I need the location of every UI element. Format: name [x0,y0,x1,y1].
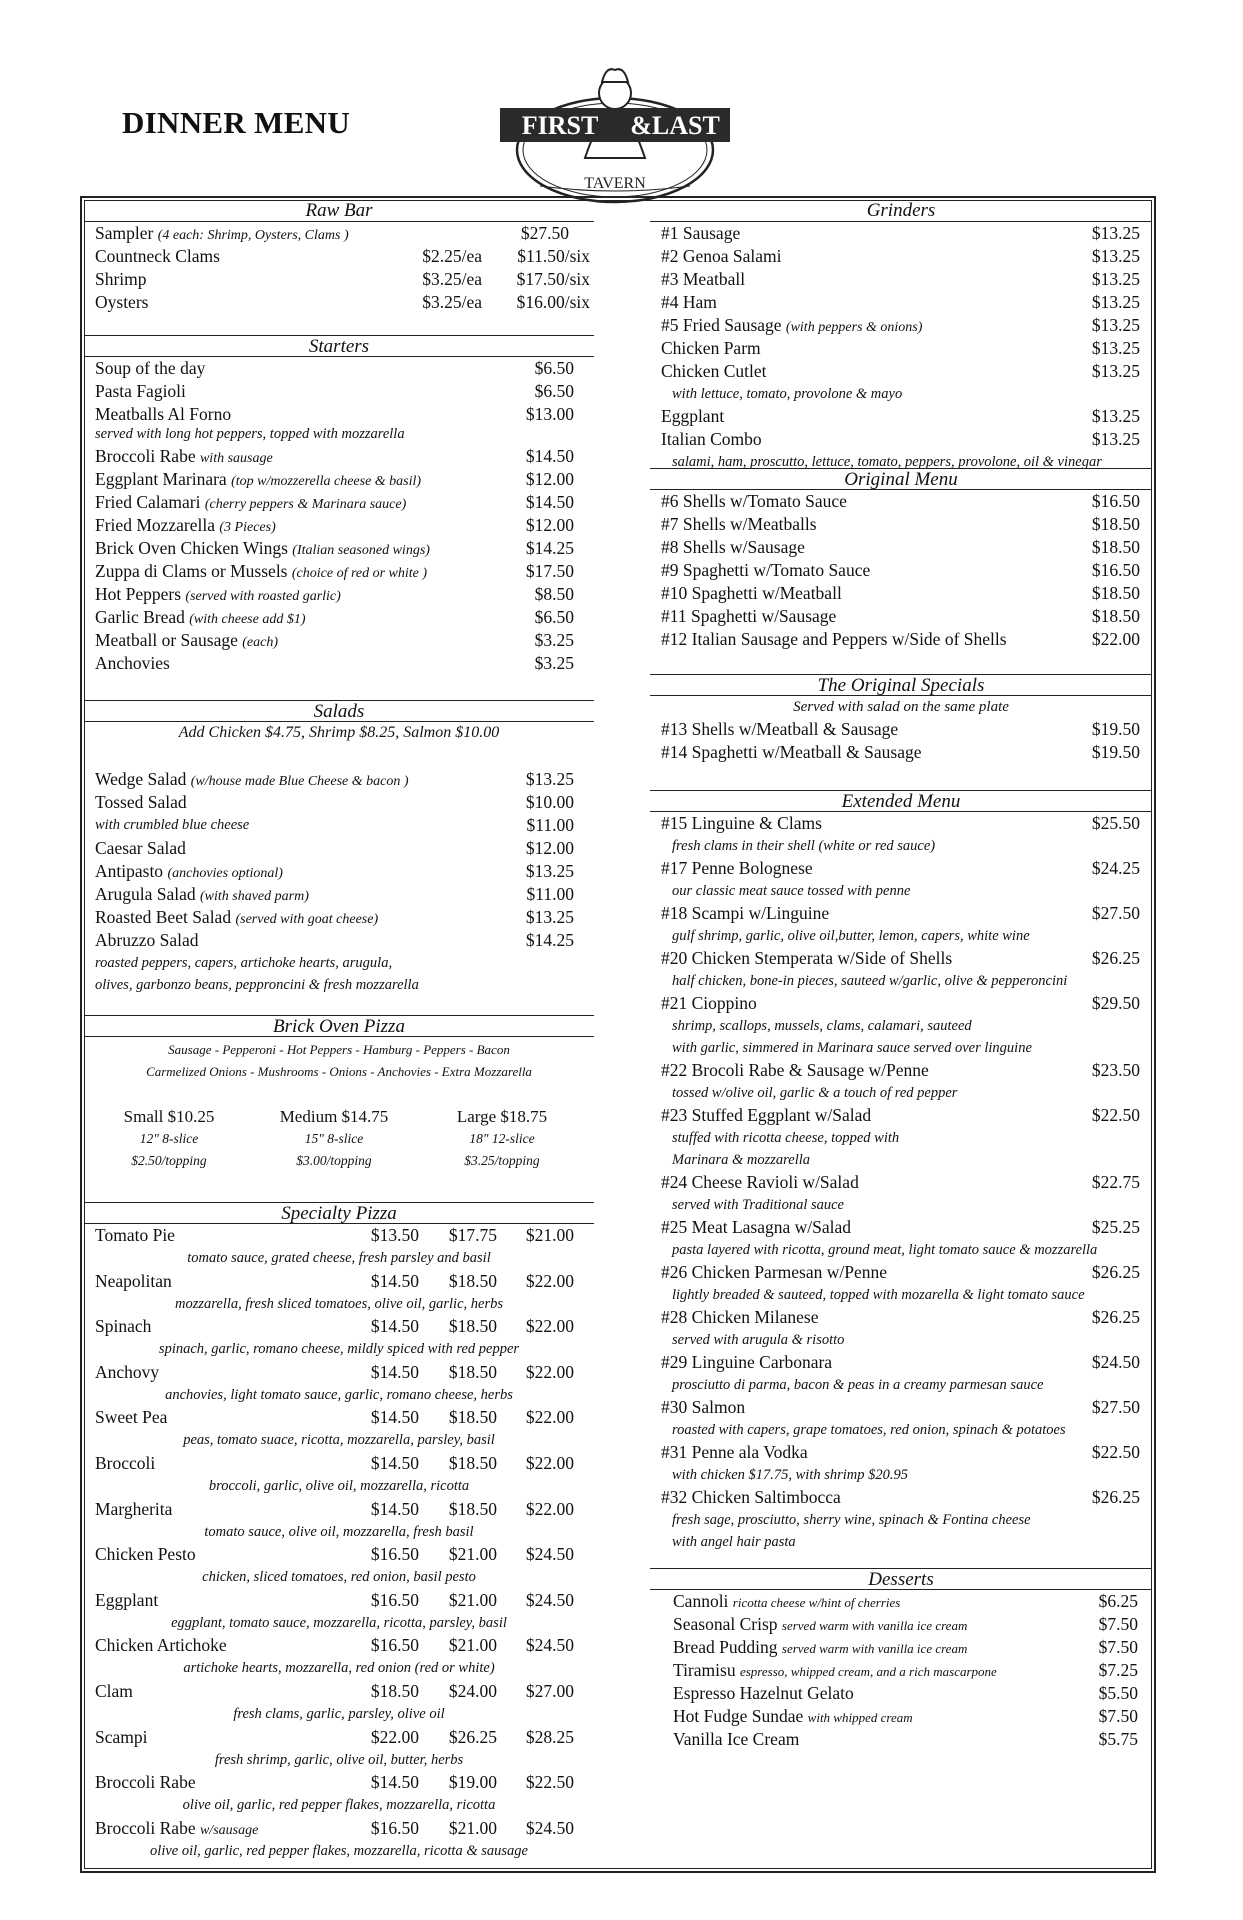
price-medium: $18.50 [448,1407,497,1428]
item-description: fresh clams, garlic, parsley, olive oil [233,1705,445,1722]
menu-item: Shrimp $3.25/ea $17.50/six [95,269,590,289]
menu-item: #7 Shells w/Meatballs $18.50 [661,514,1140,534]
price-medium: $26.25 [448,1726,497,1747]
menu-item: #26 Chicken Parmesan w/Penne $26.25 [661,1262,1140,1282]
menu-item: Fried Calamari (cherry peppers & Marinara sauce) $14.50 [95,492,574,512]
item-description: olive oil, garlic, red pepper flakes, mozzarella, ricotta [182,1797,496,1814]
menu-item: #4 Ham $13.25 [661,292,1140,312]
item-description: tomato sauce, grated cheese, fresh parsley and basil [187,1250,491,1266]
item-description: with lettuce, tomato, provolone & mayo [672,386,903,402]
dessert-item: Espresso Hazelnut Gelato $5.50 [673,1683,1138,1703]
price-large: $22.00 [525,1498,574,1519]
item-description: served with long hot peppers, topped with mozzarella [95,426,405,442]
menu-item: Hot Peppers (served with roasted garlic) $8.50 [95,584,574,604]
menu-item: Anchovies $3.25 [95,653,574,673]
menu-item: Chicken Parm $13.25 [661,338,1140,358]
price-medium: $18.50 [448,1498,497,1519]
item-description: salami, ham, proscutto, lettuce, tomato, peppers, provolone, oil & vinegar [672,454,1102,470]
menu-item: #30 Salmon $27.50 [661,1397,1140,1417]
pizza-item: Broccoli Rabe $14.50 $19.00 $22.50 [95,1772,574,1793]
item-description: lightly breaded & sauteed, topped with mozarella & light tomato sauce [672,1287,1085,1303]
dessert-item: Tiramisu espresso, whipped cream, and a rich mascarpone $7.25 [673,1660,1138,1680]
menu-item: #8 Shells w/Sausage $18.50 [661,537,1140,557]
desserts-section [650,1568,1152,1751]
item-description: our classic meat sauce tossed with penne [672,883,911,899]
price-medium: $19.00 [448,1772,497,1793]
pizza-item: Spinach $14.50 $18.50 $22.00 [95,1316,574,1337]
item-description: roasted with capers, grape tomatoes, red onion, spinach & potatoes [672,1422,1066,1438]
price-small: $16.50 [370,1817,419,1838]
price-small: $14.50 [370,1361,419,1382]
menu-item: #14 Spaghetti w/Meatball & Sausage $19.50 [661,742,1140,762]
item-description: Marinara & mozzarella [672,1152,811,1168]
pizza-item: Anchovy $14.50 $18.50 $22.00 [95,1361,574,1382]
price-large: $22.00 [525,1361,574,1382]
menu-item: #3 Meatball $13.25 [661,269,1140,289]
pizza-item: Tomato Pie $13.50 $17.75 $21.00 [95,1225,574,1245]
menu-item: #25 Meat Lasagna w/Salad $25.25 [661,1217,1140,1237]
item-description: fresh sage, prosciutto, sherry wine, spinach & Fontina cheese [672,1512,1031,1528]
price-small: $14.50 [370,1498,419,1519]
item-description: anchovies, light tomato sauce, garlic, romano cheese, herbs [165,1386,513,1403]
price-small: $14.50 [370,1452,419,1473]
raw-bar-heading: Raw Bar [84,200,594,222]
menu-item: Antipasto (anchovies optional) $13.25 [95,861,574,881]
toppings-list: Carmelized Onions - Mushrooms - Onions - Anchovies - Extra Mozzarella [146,1064,532,1079]
item-description: with angel hair pasta [672,1534,796,1550]
pizza-item: Broccoli Rabe w/sausage $16.50 $21.00 $24.50 [95,1817,574,1838]
price-large: $22.00 [525,1316,574,1337]
price-medium: $18.50 [448,1316,497,1337]
item-description: stuffed with ricotta cheese, topped with [672,1130,900,1146]
specialty-pizza-heading: Specialty Pizza [84,1202,594,1224]
svg-text:FIRST: FIRST [521,111,599,140]
price-medium: $24.00 [448,1680,497,1701]
raw-bar-section [84,200,594,314]
salads-section [84,700,594,996]
menu-item: Garlic Bread (with cheese add $1) $6.50 [95,607,574,627]
extended-menu-section [650,790,1152,1553]
price-small: $16.50 [370,1544,419,1565]
price-large: $22.00 [525,1452,574,1473]
menu-item: #20 Chicken Stemperata w/Side of Shells $26.25 [661,948,1140,968]
svg-text:TAVERN: TAVERN [584,175,646,192]
price-large: $22.00 [525,1407,574,1428]
menu-item: Oysters $3.25/ea $16.00/six [95,292,590,312]
dessert-item: Seasonal Crisp served warm with vanilla ice cream $7.50 [673,1614,1138,1634]
item-description: with chicken $17.75, with shrimp $20.95 [672,1467,909,1483]
menu-item: Soup of the day $6.50 [95,358,574,378]
price-small: $22.00 [370,1726,419,1747]
extended-menu-heading: Extended Menu [650,790,1152,812]
menu-item: Tossed Salad $10.00 [95,792,574,812]
item-description: with garlic, simmered in Marinara sauce served over linguine [672,1040,1032,1056]
menu-item: #5 Fried Sausage (with peppers & onions) $13.25 [661,315,1140,335]
pizza-item: Eggplant $16.50 $21.00 $24.50 [95,1589,574,1610]
specialty-pizza-section [84,1202,594,1862]
size-medium: Medium $14.75 [279,1107,389,1126]
menu-item: Wedge Salad (w/house made Blue Cheese & bacon ) $13.25 [95,769,574,789]
menu-item: Meatballs Al Forno $13.00 [95,404,574,424]
price-large: $24.50 [525,1544,574,1565]
menu-item: #9 Spaghetti w/Tomato Sauce $16.50 [661,560,1140,580]
price-small: $14.50 [370,1316,419,1337]
dessert-item: Bread Pudding served warm with vanilla ice cream $7.50 [673,1637,1138,1657]
price-medium: $21.00 [448,1817,497,1838]
original-menu-section [650,468,1152,651]
item-description: artichoke hearts, mozzarella, red onion (red or white) [183,1660,495,1677]
grinders-section [650,200,1152,473]
price-medium: $18.50 [448,1452,497,1473]
menu-item: #10 Spaghetti w/Meatball $18.50 [661,583,1140,603]
item-description: peas, tomato suace, ricotta, mozzarella, parsley, basil [183,1432,495,1449]
original-specials-section [650,674,1152,764]
item-description: fresh clams in their shell (white or red sauce) [672,838,936,854]
item-description: fresh shrimp, garlic, olive oil, butter, herbs [214,1751,464,1768]
dessert-item: Hot Fudge Sundae with whipped cream $7.50 [673,1706,1138,1726]
starters-section [84,335,594,675]
price-medium: $21.00 [448,1589,497,1610]
price-small: $14.50 [370,1270,419,1291]
price-small: $14.50 [370,1407,419,1428]
price-medium: $18.50 [448,1361,497,1382]
menu-item: Arugula Salad (with shaved parm) $11.00 [95,884,574,904]
price-large: $28.25 [525,1726,574,1747]
menu-item: Abruzzo Salad $14.25 [95,930,574,950]
pizza-slices: 12" 8-slice 15" 8-slice 18" 12-slice [139,1131,535,1146]
menu-item: Pasta Fagioli $6.50 [95,381,574,401]
menu-item: #21 Cioppino $29.50 [661,993,1140,1013]
price-large: $24.50 [525,1635,574,1656]
salads-addon: Add Chicken $4.75, Shrimp $8.25, Salmon $10.00 [178,724,500,741]
menu-item: #6 Shells w/Tomato Sauce $16.50 [661,491,1140,511]
menu-item: #2 Genoa Salami $13.25 [661,246,1140,266]
item-description: half chicken, bone-in pieces, sauteed w/garlic, olive & pepperoncini [672,973,1068,989]
menu-item: Brick Oven Chicken Wings (Italian seasoned wings) $14.25 [95,538,574,558]
menu-item: #22 Brocoli Rabe & Sausage w/Penne $23.50 [661,1060,1140,1080]
menu-item: #23 Stuffed Eggplant w/Salad $22.50 [661,1105,1140,1125]
item-description: olive oil, garlic, red pepper flakes, mozzarella, ricotta & sausage [150,1842,528,1859]
pizza-item: Neapolitan $14.50 $18.50 $22.00 [95,1270,574,1291]
item-description: spinach, garlic, romano cheese, mildly spiced with red pepper [158,1341,520,1358]
menu-item: #18 Scampi w/Linguine $27.50 [661,903,1140,923]
menu-item: Italian Combo $13.25 [661,429,1140,449]
menu-item: Eggplant $13.25 [661,406,1140,426]
menu-item: Roasted Beet Salad (served with goat cheese) $13.25 [95,907,574,927]
dessert-item: Cannoli ricotta cheese w/hint of cherries $6.25 [673,1591,1138,1611]
price-large: $24.50 [525,1817,574,1838]
menu-item: Sampler (4 each: Shrimp, Oysters, Clams ) $27.50 [95,223,569,243]
menu-item: Chicken Cutlet $13.25 [661,361,1140,381]
item-description: mozzarella, fresh sliced tomatoes, olive oil, garlic, herbs [175,1295,503,1312]
price-medium: $18.50 [448,1270,497,1291]
menu-item: Fried Mozzarella (3 Pieces) $12.00 [95,515,574,535]
page-title: DINNER MENU [122,105,351,140]
price-large: $24.50 [525,1589,574,1610]
menu-item: Zuppa di Clams or Mussels (choice of red or white ) $17.50 [95,561,574,581]
salads-heading: Salads [84,700,594,722]
original-menu-heading: Original Menu [650,468,1152,490]
pizza-item: Broccoli $14.50 $18.50 $22.00 [95,1452,574,1473]
menu-item: #1 Sausage $13.25 [661,223,1140,243]
menu-item: #29 Linguine Carbonara $24.50 [661,1352,1140,1372]
item-description: eggplant, tomato sauce, mozzarella, ricotta, parsley, basil [171,1614,507,1631]
menu-item: #11 Spaghetti w/Sausage $18.50 [661,606,1140,626]
pizza-topping-prices: $2.50/topping $3.00/topping $3.25/topping [131,1153,540,1168]
item-description: broccoli, garlic, olive oil, mozzarella, ricotta [208,1477,470,1494]
item-description: chicken, sliced tomatoes, red onion, basil pesto [202,1569,476,1586]
price-large: $22.50 [525,1772,574,1793]
price-small: $16.50 [370,1635,419,1656]
specials-subtitle: Served with salad on the same plate [793,699,1009,715]
menu-item: #32 Chicken Saltimbocca $26.25 [661,1487,1140,1507]
price-small: $13.50 [370,1225,419,1245]
pizza-item: Chicken Pesto $16.50 $21.00 $24.50 [95,1544,574,1565]
pizza-item: Margherita $14.50 $18.50 $22.00 [95,1498,574,1519]
pizza-item: Scampi $22.00 $26.25 $28.25 [95,1726,574,1747]
item-description: roasted peppers, capers, artichoke hearts, arugula, [95,955,393,971]
menu-item: with crumbled blue cheese $11.00 [95,815,574,835]
item-description: tomato sauce, olive oil, mozzarella, fresh basil [204,1523,474,1540]
original-specials-heading: The Original Specials [650,674,1152,696]
menu-item: Eggplant Marinara (top w/mozzerella cheese & basil) $12.00 [95,469,574,489]
menu-item: #31 Penne ala Vodka $22.50 [661,1442,1140,1462]
price-medium: $17.75 [448,1225,497,1245]
item-description: shrimp, scallops, mussels, clams, calamari, sauteed [672,1018,972,1034]
size-large: Large $18.75 [456,1107,548,1126]
menu-item: Countneck Clams $2.25/ea $11.50/six [95,246,590,266]
menu-item: #15 Linguine & Clams $25.50 [661,813,1140,833]
price-medium: $21.00 [448,1635,497,1656]
price-large: $22.00 [525,1270,574,1291]
item-description: pasta layered with ricotta, ground meat, light tomato sauce & mozzarella [672,1242,1098,1258]
size-small: Small $10.25 [123,1107,215,1126]
price-large: $27.00 [525,1680,574,1701]
item-description: served with arugula & risotto [672,1332,845,1348]
pizza-sizes [84,1107,594,1131]
pizza-item: Chicken Artichoke $16.50 $21.00 $24.50 [95,1635,574,1656]
brick-oven-pizza-section [84,1015,594,1175]
price-small: $18.50 [370,1680,419,1701]
desserts-heading: Desserts [650,1568,1152,1590]
menu-item: Meatball or Sausage (each) $3.25 [95,630,574,650]
menu-item: #24 Cheese Ravioli w/Salad $22.75 [661,1172,1140,1192]
item-description: tossed w/olive oil, garlic & a touch of red pepper [672,1085,958,1101]
menu-item: #17 Penne Bolognese $24.25 [661,858,1140,878]
price-medium: $21.00 [448,1544,497,1565]
starters-heading: Starters [84,335,594,357]
pizza-item: Clam $18.50 $24.00 $27.00 [95,1680,574,1701]
item-description: prosciutto di parma, bacon & peas in a creamy parmesan sauce [672,1377,1044,1393]
menu-item: #13 Shells w/Meatball & Sausage $19.50 [661,719,1140,739]
item-description: gulf shrimp, garlic, olive oil,butter, lemon, capers, white wine [672,928,1030,944]
brick-oven-heading: Brick Oven Pizza [84,1015,594,1037]
grinders-heading: Grinders [650,200,1152,222]
price-small: $14.50 [370,1772,419,1793]
menu-item: Caesar Salad $12.00 [95,838,574,858]
svg-text:&LAST: &LAST [630,111,720,140]
dessert-item: Vanilla Ice Cream $5.75 [673,1729,1138,1749]
menu-item: Broccoli Rabe with sausage $14.50 [95,446,574,466]
pizza-item: Sweet Pea $14.50 $18.50 $22.00 [95,1407,574,1428]
item-description: served with Traditional sauce [672,1197,844,1213]
menu-item: #12 Italian Sausage and Peppers w/Side of Shells $22.00 [661,629,1140,649]
price-large: $21.00 [525,1225,574,1245]
price-small: $16.50 [370,1589,419,1610]
first-and-last-tavern-logo [490,58,740,208]
item-description: olives, garbonzo beans, pepproncini & fresh mozzarella [95,977,419,993]
menu-item: #28 Chicken Milanese $26.25 [661,1307,1140,1327]
toppings-list: Sausage - Pepperoni - Hot Peppers - Hamburg - Peppers - Bacon [168,1042,510,1057]
